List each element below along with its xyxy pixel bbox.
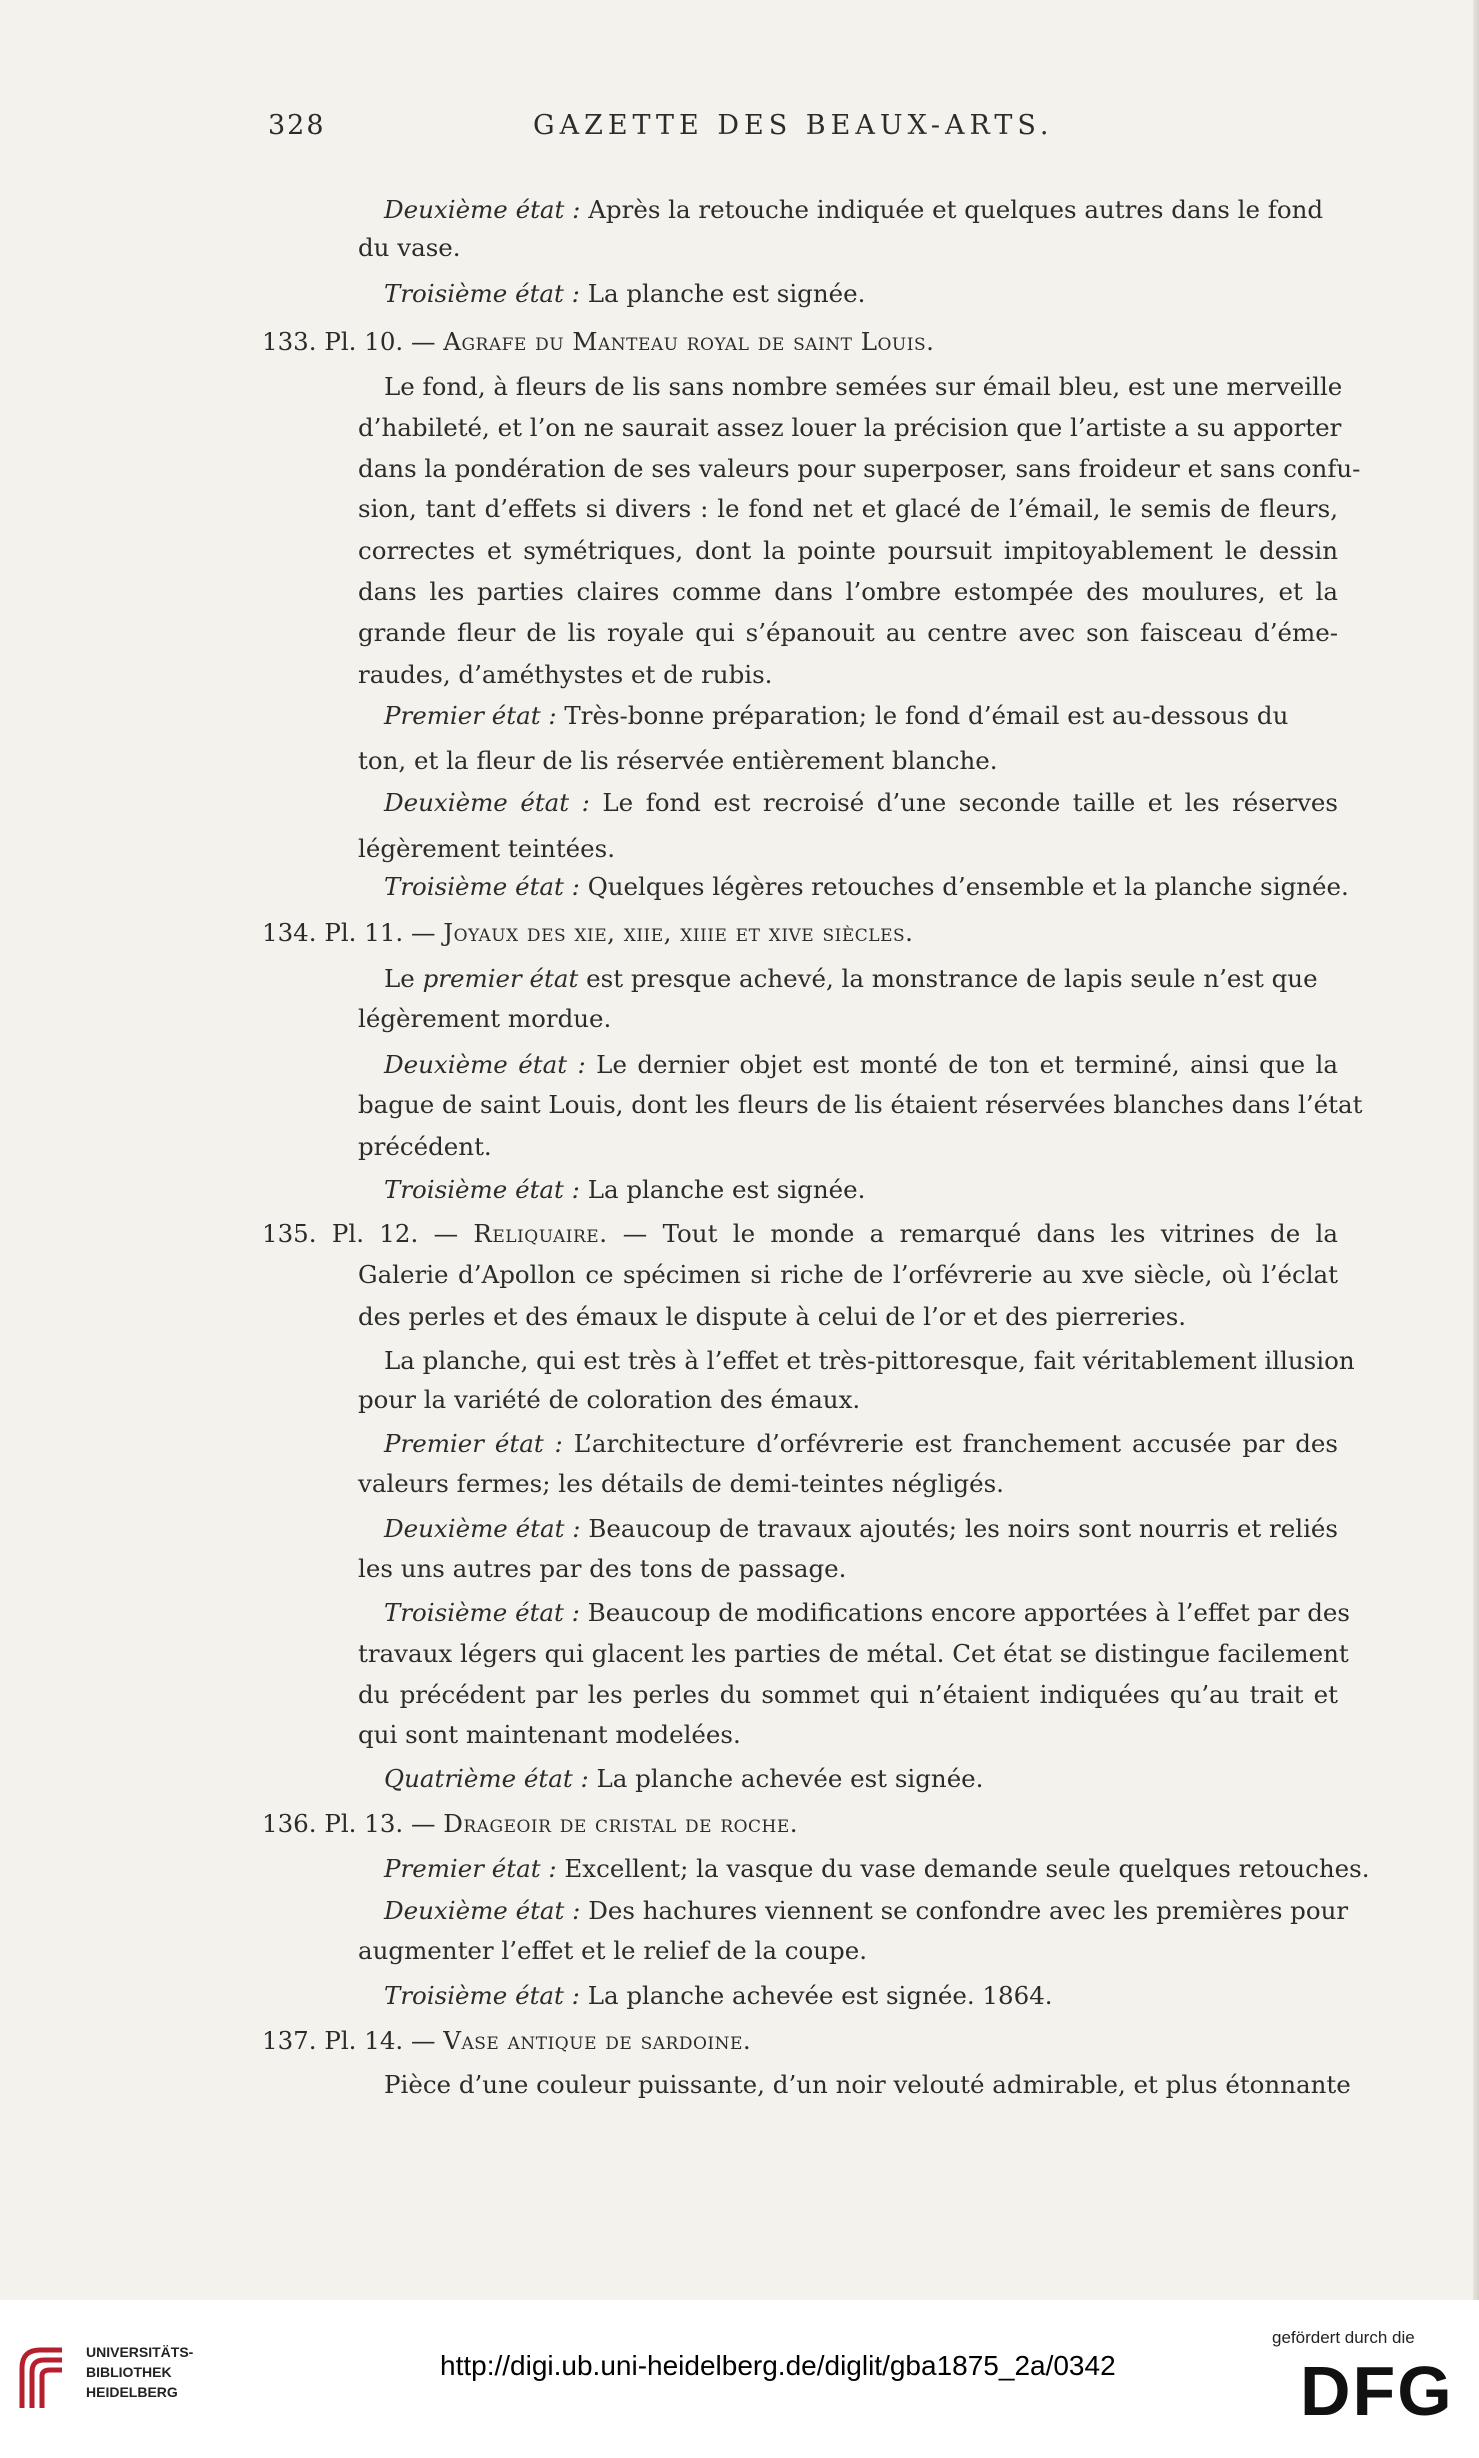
text-line [384, 1854, 1370, 1883]
state-label: Troisième état : [384, 1598, 580, 1627]
line-text: travaux légers qui glacent les parties de métal. Cet état se distingue facilement [358, 1639, 1349, 1668]
text-line [384, 1514, 1338, 1543]
line-text: Le dernier objet est monté de ton et terminé, ainsi que la [585, 1050, 1338, 1079]
text-line [384, 195, 1324, 224]
line-text: 134. Pl. 11. — [262, 918, 444, 947]
state-label: Premier état : [384, 701, 557, 730]
text-line [384, 279, 866, 308]
text-line [262, 1219, 1338, 1248]
line-text: Des hachures viennent se confondre avec les premières pour [580, 1896, 1349, 1925]
library-name-line: UNIVERSITÄTS- [86, 2344, 194, 2360]
line-text: pour la variété de coloration des émaux. [358, 1385, 861, 1414]
state-label: Deuxième état : [384, 1050, 586, 1079]
text-line [358, 1554, 847, 1583]
text-line [358, 1132, 492, 1161]
line-text: La planche est signée. [579, 279, 866, 308]
line-text: Le fond, à fleurs de lis sans nombre semées sur émail bleu, est une merveille [384, 372, 1343, 401]
text-line [358, 1260, 1338, 1289]
line-text: Excellent; la vasque du vase demande seule quelques retouches. [556, 1854, 1370, 1883]
line-text: L’architecture d’orfévrerie est franchement accusée par des [562, 1429, 1338, 1458]
state-label: Quatrième état : [384, 1764, 589, 1793]
text-line [384, 1346, 1355, 1375]
text-line [384, 1981, 1053, 2010]
line-text: Pièce d’une couleur puissante, d’un noir velouté admirable, et plus étonnante [384, 2070, 1351, 2099]
text-line [384, 872, 1349, 901]
text-line [384, 372, 1343, 401]
page-edge [1473, 0, 1479, 2300]
line-text: 133. Pl. 10. — [262, 327, 444, 356]
text-line [358, 746, 998, 775]
text-line [358, 660, 773, 689]
entry-title: Joyaux des xie, xiie, xiiie et xive siècles. [443, 918, 914, 947]
line-text: dans la pondération de ses valeurs pour superposer, sans froideur et sans confu- [358, 454, 1361, 483]
line-suffix: — Tout le monde a remarqué dans les vitrines de la [607, 1219, 1338, 1248]
line-text: Après la retouche indiquée et quelques autres dans le fond [580, 195, 1324, 224]
text-line [358, 1936, 867, 1965]
state-label: Premier état : [384, 1854, 557, 1883]
line-text: d’habileté, et l’on ne saurait assez louer la précision que l’artiste a su apporter [358, 413, 1342, 442]
funding-note: gefördert durch die [1272, 2328, 1415, 2347]
text-line [384, 2070, 1351, 2099]
text-line [358, 1385, 861, 1414]
text-line [262, 918, 914, 947]
library-name [86, 2342, 193, 2402]
text-line [358, 1004, 612, 1033]
entry-title: Drageoir de cristal de roche. [443, 1809, 799, 1838]
line-text: Beaucoup de modifications encore apportées à l’effet par des [579, 1598, 1351, 1627]
state-label: Deuxième état : [384, 1514, 581, 1543]
line-text: Quelques légères retouches d’ensemble et la planche signée. [579, 872, 1349, 901]
state-label: Troisième état : [384, 1175, 580, 1204]
state-label: Premier état : [384, 1429, 563, 1458]
line-text: du précédent par les perles du sommet qui n’étaient indiquées qu’au trait et [358, 1680, 1338, 1709]
line-text: qui sont maintenant modelées. [358, 1720, 741, 1749]
state-label: Troisième état : [384, 872, 580, 901]
text-line [262, 1809, 799, 1838]
text-line [384, 1896, 1349, 1925]
footer-bar [0, 2300, 1479, 2458]
running-title: GAZETTE DES BEAUX-ARTS. [533, 110, 1054, 141]
line-prefix: Le [384, 964, 423, 993]
line-text: valeurs fermes; les détails de demi-teintes négligés. [358, 1469, 1004, 1498]
line-text: Le fond est recroisé d’une seconde taille et les réserves [589, 788, 1338, 817]
text-line [384, 1175, 866, 1204]
state-label: Deuxième état : [384, 1896, 581, 1925]
page-number: 328 [268, 110, 326, 141]
state-label: Deuxième état : [384, 195, 581, 224]
text-line [384, 1429, 1338, 1458]
line-text: La planche achevée est signée. [588, 1764, 984, 1793]
line-text: du vase. [358, 233, 461, 262]
entry-title: Agrafe du Manteau royal de saint Louis. [443, 327, 935, 356]
text-line [358, 494, 1338, 523]
line-text: les uns autres par des tons de passage. [358, 1554, 847, 1583]
dfg-logo: DFG [1300, 2352, 1454, 2430]
line-text: précédent. [358, 1132, 492, 1161]
state-label: premier état [422, 964, 579, 993]
text-line [358, 454, 1361, 483]
line-text: La planche, qui est très à l’effet et très-pittoresque, fait véritablement illusion [384, 1346, 1355, 1375]
text-line [384, 964, 1318, 993]
text-line [358, 1302, 1187, 1331]
line-text: ton, et la fleur de lis réservée entièrement blanche. [358, 746, 998, 775]
line-text: Galerie d’Apollon ce spécimen si riche de l’orfévrerie au xve siècle, où l’éclat [358, 1260, 1338, 1289]
text-line [358, 1680, 1338, 1709]
state-label: Troisième état : [384, 279, 580, 308]
line-text: bague de saint Louis, dont les fleurs de lis étaient réservées blanches dans l’état [358, 1090, 1363, 1119]
line-text: La planche est signée. [579, 1175, 866, 1204]
line-text: 136. Pl. 13. — [262, 1809, 444, 1838]
line-text: des perles et des émaux le dispute à celui de l’or et des pierreries. [358, 1302, 1187, 1331]
text-line [358, 1090, 1363, 1119]
running-header [0, 110, 1479, 150]
library-name-line: BIBLIOTHEK [86, 2364, 172, 2380]
library-name-line: HEIDELBERG [86, 2384, 178, 2400]
line-text: correctes et symétriques, dont la pointe poursuit impitoyablement le dessin [358, 536, 1338, 565]
text-line [358, 413, 1342, 442]
text-line [384, 1050, 1338, 1079]
text-line [262, 2026, 752, 2055]
text-line [358, 577, 1338, 606]
line-text: La planche achevée est signée. 1864. [579, 1981, 1053, 2010]
entry-title: Vase antique de sardoine. [443, 2026, 752, 2055]
text-line [262, 327, 935, 356]
university-library-logo-icon [14, 2338, 74, 2418]
entry-title: Reliquaire. [473, 1219, 608, 1248]
line-text: raudes, d’améthystes et de rubis. [358, 660, 773, 689]
text-line [384, 1764, 984, 1793]
text-line [358, 536, 1338, 565]
line-text: grande fleur de lis royale qui s’épanouit au centre avec son faisceau d’éme- [358, 618, 1338, 647]
line-text: Beaucoup de travaux ajoutés; les noirs sont nourris et reliés [580, 1514, 1338, 1543]
line-text: légèrement teintées. [358, 834, 616, 863]
state-label: Troisième état : [384, 1981, 580, 2010]
text-line [358, 233, 461, 262]
text-line [358, 834, 616, 863]
line-text: sion, tant d’effets si divers : le fond net et glacé de l’émail, le semis de fleurs, [358, 494, 1338, 523]
line-text: augmenter l’effet et le relief de la coupe. [358, 1936, 867, 1965]
line-text: 135. Pl. 12. — [262, 1219, 474, 1248]
text-line [358, 1639, 1349, 1668]
text-line [384, 701, 1289, 730]
text-line [384, 1598, 1351, 1627]
state-label: Deuxième état : [384, 788, 590, 817]
line-text: 137. Pl. 14. — [262, 2026, 444, 2055]
line-text: Très-bonne préparation; le fond d’émail est au-dessous du [556, 701, 1289, 730]
line-text: dans les parties claires comme dans l’ombre estompée des moulures, et la [358, 577, 1338, 606]
text-line [358, 1720, 741, 1749]
text-line [358, 618, 1338, 647]
text-line [358, 1469, 1004, 1498]
text-line [384, 788, 1338, 817]
permalink-url[interactable]: http://digi.ub.uni-heidelberg.de/diglit/gba1875_2a/0342 [440, 2350, 1116, 2381]
line-text: est presque achevé, la monstrance de lapis seule n’est que [578, 964, 1318, 993]
line-text: légèrement mordue. [358, 1004, 612, 1033]
